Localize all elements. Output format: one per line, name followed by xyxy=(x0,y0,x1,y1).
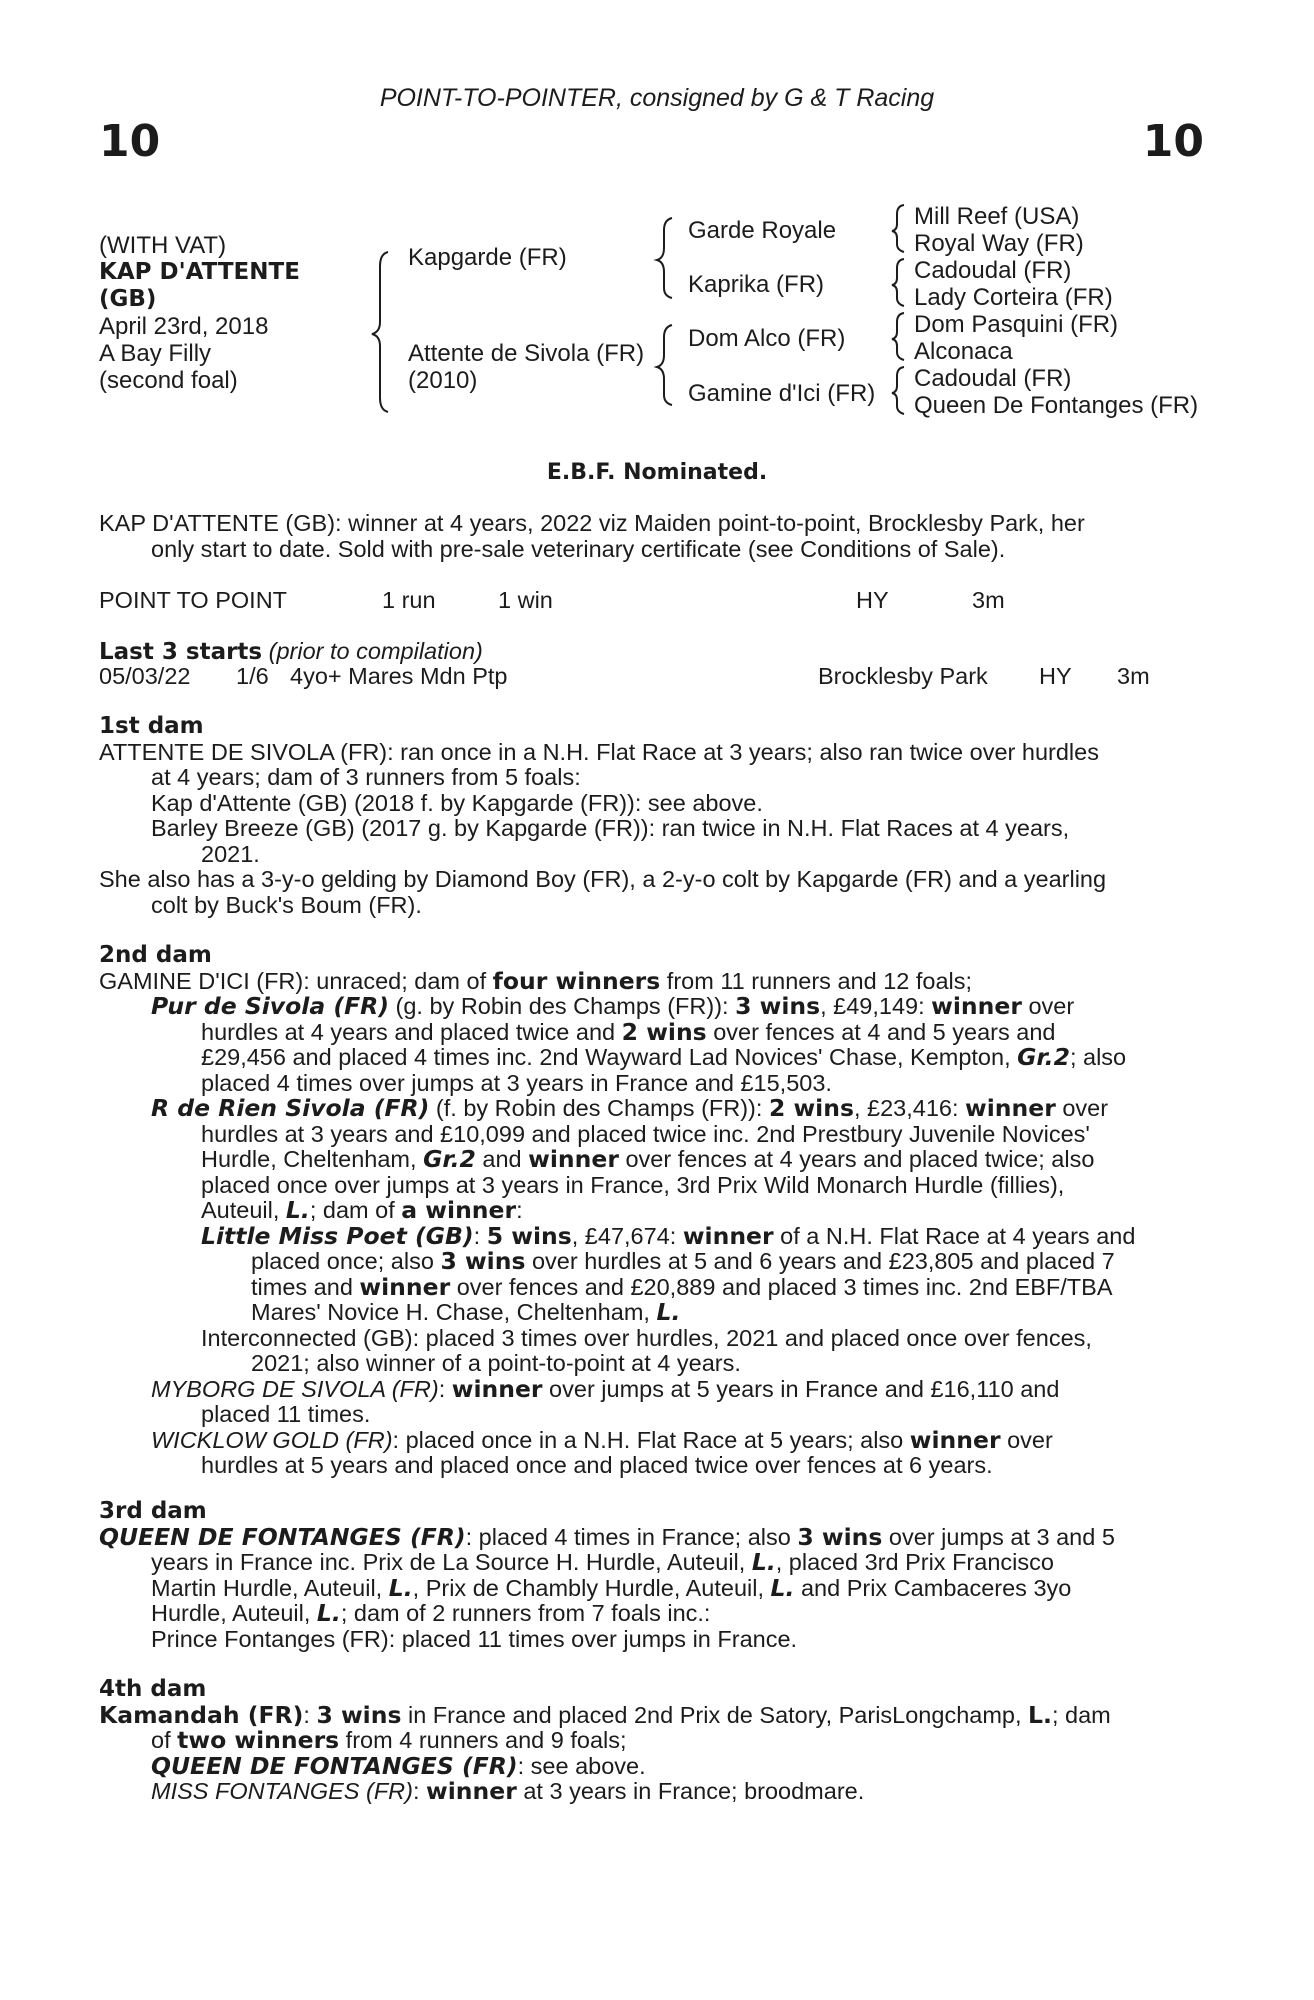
ptp-going: HY xyxy=(856,587,889,613)
miss-fontanges-entry: MISS FONTANGES (FR): winner at 3 years in France; broodmare. xyxy=(151,1777,865,1805)
horse-name: KAP D'ATTENTE xyxy=(99,259,300,285)
first-dam-offspring-2b: 2021. xyxy=(201,840,260,867)
horse-description: A Bay Filly xyxy=(99,340,212,367)
ggp-5: Dom Pasquini (FR) xyxy=(914,311,1119,338)
start-distance: 3m xyxy=(1117,663,1150,689)
summary-line-1: KAP D'ATTENTE (GB): winner at 4 years, 2022 viz Maiden point-to-point, Brocklesby Park, her xyxy=(99,510,1085,536)
wicklow-gold-entry: WICKLOW GOLD (FR): placed once in a N.H. Flat Race at 5 years; also winner over hurdles at 5 years and placed once and placed twice over fences at 6 years. xyxy=(151,1425,1053,1478)
start-race: 4yo+ Mares Mdn Ptp xyxy=(290,663,508,689)
lot-number-right: 10 xyxy=(1142,116,1204,167)
sire-dam: Kaprika (FR) xyxy=(688,271,825,298)
start-course: Brocklesby Park xyxy=(818,663,988,689)
ptp-wins: 1 win xyxy=(498,587,553,613)
r-de-rien-sivola-entry: R de Rien Sivola (FR) (f. by Robin des Champs (FR)): 2 wins, £23,416: winner over hurdles at 3 years and £10,099 and placed twice inc. 2nd Prestbury Juvenile Novices' Hurdle, Cheltenham, Gr.2 and winner over fences at 4 years and placed twice; also placed once over jumps at 3 years in France, 3rd Prix Wild Monarch Hurdle (fillies), Auteuil, L.; dam of a winner: xyxy=(151,1094,1109,1224)
little-miss-poet-entry: Little Miss Poet (GB): 5 wins, £47,674: winner of a N.H. Flat Race at 4 years and placed once; also 3 wins over hurdles at 5 and 6 years and £23,805 and placed 7 times and winner over fences and £20,889 and placed 3 times inc. 2nd EBF/TBA Mares' Novice H. Chase, Cheltenham, L. xyxy=(201,1221,1136,1326)
first-dam-offspring-1: Kap d'Attente (GB) (2018 f. by Kapgarde (FR)): see above. xyxy=(151,789,763,816)
dam: Attente de Sivola (FR) xyxy=(408,340,645,367)
lot-number-left: 10 xyxy=(99,116,161,167)
ggp-1: Mill Reef (USA) xyxy=(914,203,1080,230)
first-dam-heading: 1st dam xyxy=(99,713,204,739)
sire: Kapgarde (FR) xyxy=(408,244,567,271)
start-position: 1/6 xyxy=(236,663,269,689)
dam-dam: Gamine d'Ici (FR) xyxy=(688,380,876,407)
first-dam-note-1: She also has a 3-y-o gelding by Diamond Boy (FR), a 2-y-o colt by Kapgarde (FR) and a yearling xyxy=(99,866,1107,892)
ebf-nominated: E.B.F. Nominated. xyxy=(546,460,768,485)
ggp-2: Royal Way (FR) xyxy=(914,230,1084,257)
ggp-4: Lady Corteira (FR) xyxy=(914,284,1113,311)
prince-fontanges-entry: Prince Fontanges (FR): placed 11 times over jumps in France. xyxy=(151,1625,798,1652)
second-dam-heading: 2nd dam xyxy=(99,942,212,968)
pur-de-sivola-entry: Pur de Sivola (FR) (g. by Robin des Champs (FR)): 3 wins, £49,149: winner over hurdles at 4 years and placed twice and 2 wins over fences at 4 and 5 years and £29,456 and placed 4 times inc. 2nd Wayward Lad Novices' Chase, Kempton, Gr.2; also placed 4 times over jumps at 3 years in France and £15,503. xyxy=(151,992,1127,1096)
first-dam-line-2: at 4 years; dam of 3 runners from 5 foals: xyxy=(151,764,581,790)
start-date: 05/03/22 xyxy=(99,663,191,689)
ggp-7: Cadoudal (FR) xyxy=(914,365,1072,392)
ptp-distance: 3m xyxy=(972,587,1005,613)
last-starts-title: Last 3 starts xyxy=(99,639,263,665)
sire-sire: Garde Royale xyxy=(688,217,837,244)
myborg-entry: MYBORG DE SIVOLA (FR): winner over jumps at 5 years in France and £16,110 and placed 11 times. xyxy=(151,1374,1060,1427)
first-dam-line-1: ATTENTE DE SIVOLA (FR): ran once in a N.H. Flat Race at 3 years; also ran twice over hurdles xyxy=(99,738,1099,765)
dam-year: (2010) xyxy=(408,367,478,394)
summary-line-2: only start to date. Sold with pre-sale veterinary certificate (see Conditions of Sale). xyxy=(151,535,1006,562)
first-dam-offspring-2a: Barley Breeze (GB) (2017 g. by Kapgarde (FR)): ran twice in N.H. Flat Races at 4 years, xyxy=(151,815,1070,841)
dam-sire: Dom Alco (FR) xyxy=(688,325,846,352)
first-dam-section xyxy=(99,714,1205,918)
foaling-date: April 23rd, 2018 xyxy=(99,313,269,340)
queen-de-fontanges-ref: QUEEN DE FONTANGES (FR): see above. xyxy=(151,1751,646,1780)
pedigree-brackets xyxy=(0,0,1314,430)
consignment-header: POINT-TO-POINTER, consigned by G & T Racing xyxy=(379,84,935,112)
start-going: HY xyxy=(1039,663,1072,689)
fourth-dam-heading: 4th dam xyxy=(99,1676,207,1702)
second-dam-section xyxy=(99,943,1205,1479)
interconnected-entry: Interconnected (GB): placed 3 times over hurdles, 2021 and placed once over fences, 2021; also winner of a point-to-point at 4 years. xyxy=(201,1324,1092,1376)
ptp-runs: 1 run xyxy=(382,587,436,613)
third-dam-section: 3rd dam QUEEN DE FONTANGES (FR): placed 4 times in France; also 3 wins over jumps at 3 and 5 years in France inc. Prix de La Source H. Hurdle, Auteuil, L., placed 3rd Prix Francisco Martin Hurdle, Auteuil, L., Prix de Chambly Hurdle, Auteuil, L. and Prix Cambaceres 3yo Hurdle, Auteuil, L.; dam of 2 runners from 7 foals inc.: Prince Fontanges (FR): placed 11 times over jumps in France. xyxy=(99,1499,1205,1652)
vat-note: (WITH VAT) xyxy=(99,232,227,259)
second-dam-intro: GAMINE D'ICI (FR): unraced; dam of four winners from 11 runners and 12 foals; xyxy=(99,966,973,995)
ggp-6: Alconaca xyxy=(914,338,1013,365)
third-dam-heading: 3rd dam xyxy=(99,1498,207,1524)
ggp-8: Queen De Fontanges (FR) xyxy=(914,392,1199,419)
last-starts-heading xyxy=(99,639,483,666)
summary xyxy=(99,511,1205,562)
fourth-dam-section: 4th dam Kamandah (FR): 3 wins in France and placed 2nd Prix de Satory, ParisLongchamp, L.; dam of two winners from 4 runners and 9 foals; QUEEN DE FONTANGES (FR): see above. MISS FONTANGES (FR): winner at 3 years in France; broodmare. xyxy=(99,1677,1205,1805)
foal-note: (second foal) xyxy=(99,367,238,394)
last-starts-note: (prior to compilation) xyxy=(268,638,483,664)
ggp-3: Cadoudal (FR) xyxy=(914,257,1072,284)
ptp-label: POINT TO POINT xyxy=(99,587,288,613)
first-dam-note-2: colt by Buck's Boum (FR). xyxy=(151,891,422,918)
horse-country: (GB) xyxy=(99,286,157,312)
